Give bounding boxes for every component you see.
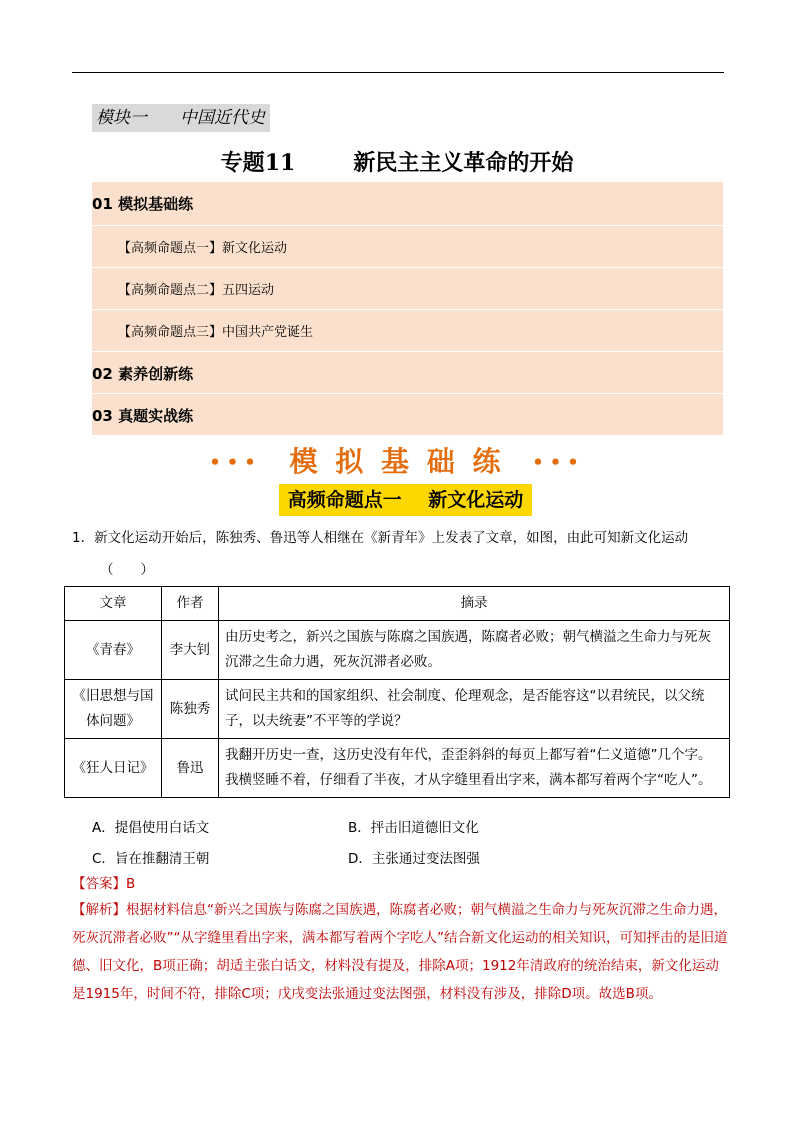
subsection-heading: 高频命题点一 新文化运动	[279, 484, 532, 516]
module-label: 模块一	[96, 108, 147, 128]
table-row	[65, 680, 730, 739]
table-header-cell: 作者	[162, 587, 219, 621]
toc-item[interactable]	[92, 351, 723, 392]
topic-name: 新民主主义革命的开始	[353, 151, 574, 176]
toc-item-label: 【高频命题点三】中国共产党诞生	[118, 325, 314, 340]
topic-label: 专题	[220, 151, 265, 176]
toc-item[interactable]	[92, 393, 723, 434]
toc-item[interactable]	[92, 182, 723, 223]
option-a[interactable]: A．提倡使用白话文	[92, 820, 210, 836]
toc-item[interactable]	[92, 267, 723, 308]
table-cell: 试问民主共和的国家组织、社会制度、伦理观念，是否能容这“以君统民，以父统子，以夫统妻”不平等的学说？	[219, 680, 730, 739]
module-tag	[92, 104, 270, 132]
dots-decoration: •••	[532, 452, 585, 474]
analysis: 【解析】根据材料信息“新兴之国族与陈腐之国族遇，陈腐者必败；朝气横溢之生命力与死灰沉滞之生命力遇，死灰沉滞者必败”“从字缝里看出字来，满本都写着两个字吃人”结合新文化运动的相关知识，可知抨击的是旧道德、旧文化，B项正确；胡适主张白话文，材料没有提及，排除A项；1912年清政府的统治结束，新文化运动是1915年，时间不符，排除C项；戊戌变法张通过变法图强，材料没有涉及，排除D项。故选B项。	[72, 902, 728, 1002]
table-cell: 陈独秀	[162, 680, 219, 739]
toc-item[interactable]	[92, 225, 723, 266]
table-cell: 《旧思想与国体问题》	[65, 680, 162, 739]
table-of-contents	[92, 182, 723, 435]
table-cell: 我翻开历史一查，这历史没有年代，歪歪斜斜的每页上都写着“仁义道德”几个字。我横竖睡不着，仔细看了半夜，才从字缝里看出字来，满本都写着两个字“吃人”。	[219, 739, 730, 798]
module-name: 中国近代史	[180, 108, 265, 128]
question-blank: （ ）	[100, 562, 154, 578]
table-header-cell: 摘录	[219, 587, 730, 621]
section-banner-text: 模 拟 基 础 练	[289, 445, 505, 478]
table-cell: 鲁迅	[162, 739, 219, 798]
table-header-row	[65, 587, 730, 621]
material-table	[64, 586, 730, 798]
table-cell: 由历史考之，新兴之国族与陈腐之国族遇，陈腐者必败；朝气横溢之生命力与死灰沉滞之生命力遇，死灰沉滞者必败。	[219, 621, 730, 680]
table-cell: 李大钊	[162, 621, 219, 680]
option-b[interactable]: B．抨击旧道德旧文化	[348, 820, 479, 836]
topic-title	[0, 146, 794, 177]
toc-item[interactable]	[92, 309, 723, 350]
toc-item-label: 【高频命题点二】五四运动	[118, 283, 275, 298]
table-cell: 《狂人日记》	[65, 739, 162, 798]
option-d[interactable]: D．主张通过变法图强	[348, 851, 480, 867]
toc-item-label: 02 素养创新练	[92, 365, 194, 383]
dots-decoration: •••	[209, 452, 262, 474]
toc-item-label: 03 真题实战练	[92, 407, 194, 425]
table-header-cell: 文章	[65, 587, 162, 621]
table-row	[65, 621, 730, 680]
answer: 【答案】B	[72, 876, 136, 892]
header-rule	[72, 72, 724, 73]
option-c[interactable]: C．旨在推翻清王朝	[92, 851, 210, 867]
table-row	[65, 739, 730, 798]
section-banner	[0, 440, 794, 480]
toc-item-label: 01 模拟基础练	[92, 195, 194, 213]
question-stem: 1．新文化运动开始后，陈独秀、鲁迅等人相继在《新青年》上发表了文章，如图，由此可知新文化运动	[72, 530, 689, 546]
table-cell: 《青春》	[65, 621, 162, 680]
toc-item-label: 【高频命题点一】新文化运动	[118, 241, 288, 256]
topic-number: 11	[264, 150, 296, 176]
